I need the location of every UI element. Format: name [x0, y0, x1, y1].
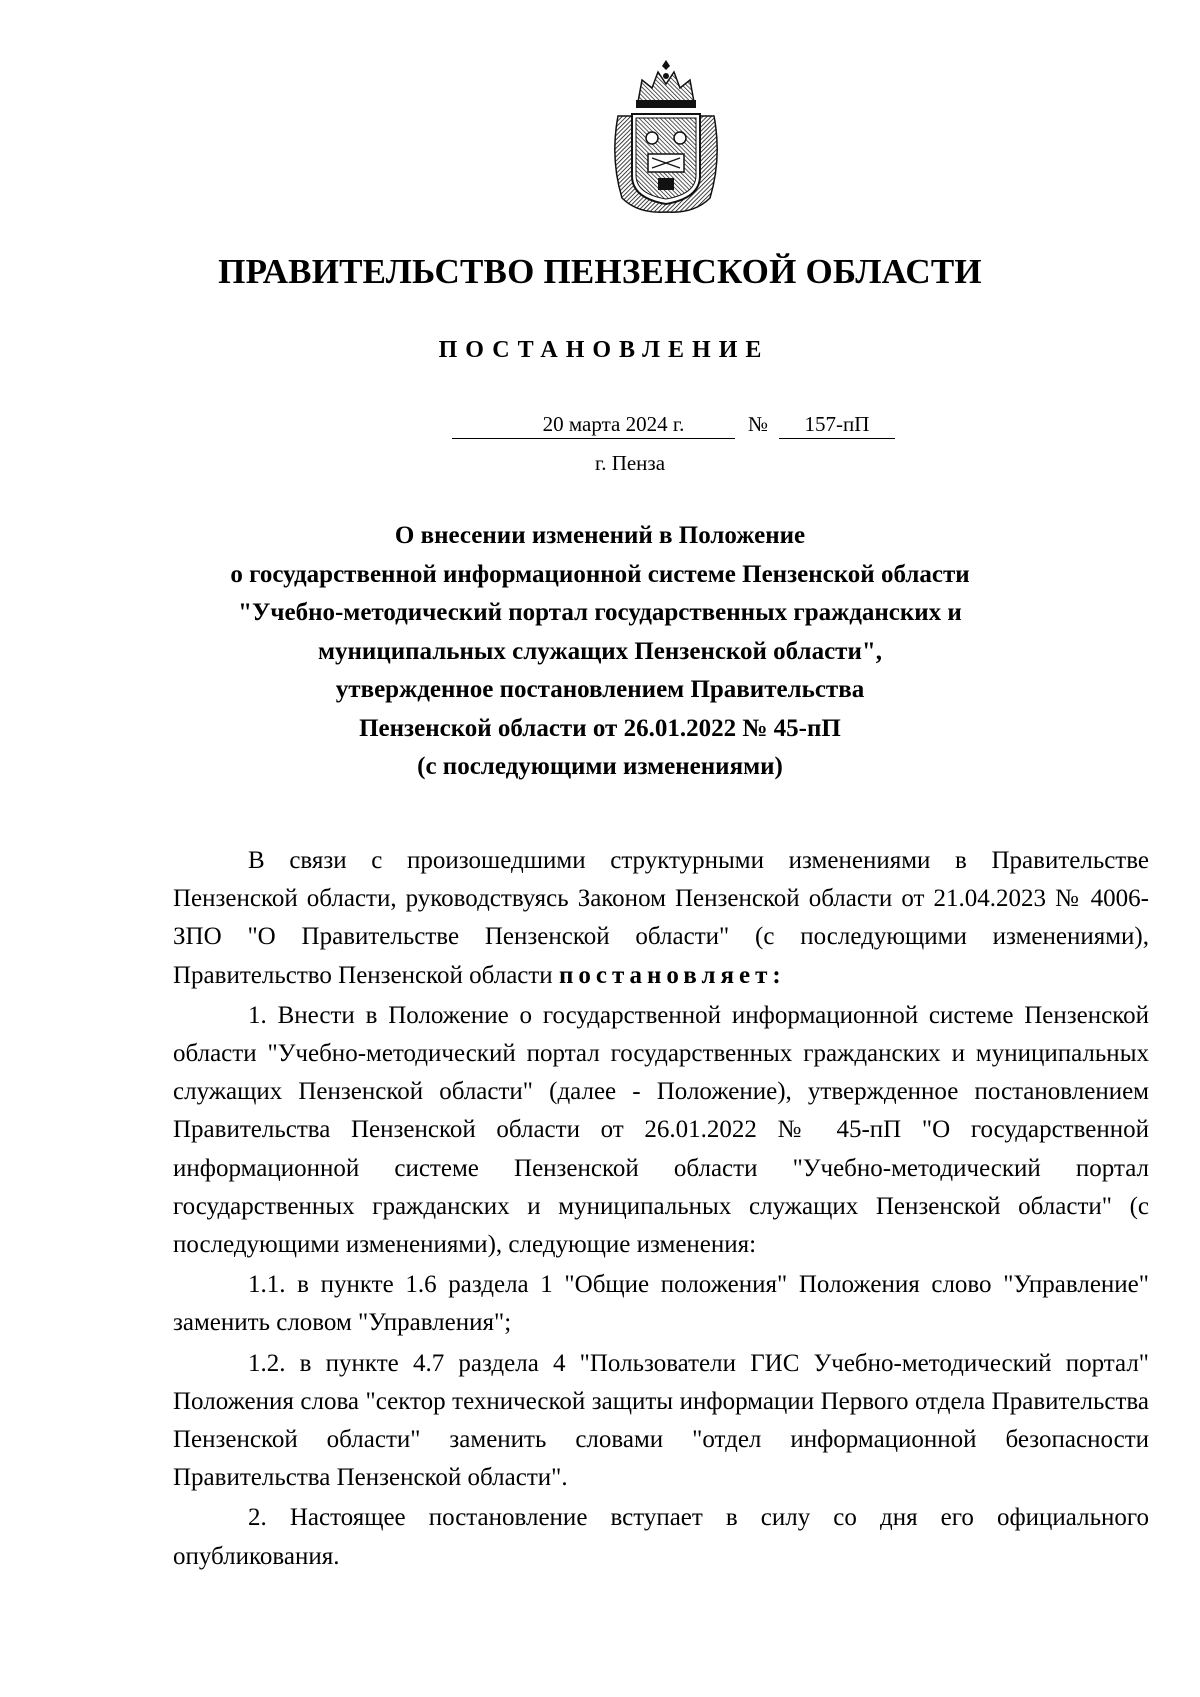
subject-line: утвержденное постановлением Правительства	[335, 676, 865, 703]
government-title: ПРАВИТЕЛЬСТВО ПЕНЗЕНСКОЙ ОБЛАСТИ	[218, 252, 982, 291]
item-1-2-paragraph: 1.2. в пункте 4.7 раздела 4 "Пользователи ГИС Учебно-методический портал" Положения слова "сектор технической защиты информации Первого отдела Правительства Пензенской области" заменить словами "отдел информационной безопасности Правительства Пензенской области".	[173, 1349, 1149, 1492]
document-body	[173, 842, 1149, 1576]
preamble-paragraph	[173, 842, 1149, 995]
document-number: 157-пП	[779, 410, 895, 439]
subject-line: "Учебно-методический портал государственных гражданских и	[238, 599, 962, 626]
subject-line: (с последующими изменениями)	[417, 753, 783, 780]
number-sign: №	[748, 412, 769, 436]
item-2-paragraph: 2. Настоящее постановление вступает в силу со дня его официального опубликования.	[173, 1504, 1149, 1570]
penza-oblast-coat-of-arms-icon	[608, 58, 724, 216]
document-type-heading: ПОСТАНОВЛЕНИЕ	[438, 337, 770, 363]
subject-line: Пензенской области от 26.01.2022 № 45-пП	[359, 714, 841, 742]
resolves-colon: :	[772, 961, 781, 989]
subject-line: муниципальных служащих Пензенской области",	[317, 637, 882, 665]
subject-line: о государственной информационной системе Пензенской области	[230, 560, 970, 588]
item-1-paragraph: 1. Внести в Положение о государственной информационной системе Пензенской области "Учебно-методический портал государственных гражданских и муниципальных служащих Пензенской области" (далее - Положение), утвержденное постановлением Правительства Пензенской области от 26.01.2022 № 45-пП "О государственной информационной системе Пензенской области "Учебно-методический портал государственных гражданских и муниципальных служащих Пензенской области" (с последующими изменениями), следующие изменения:	[173, 1001, 1149, 1259]
document-subject	[150, 517, 1050, 787]
subject-line: О внесении изменений в Положение	[394, 522, 806, 549]
city: г. Пенза	[594, 451, 666, 475]
item-1-1-paragraph: 1.1. в пункте 1.6 раздела 1 "Общие положения" Положения слово "Управление" заменить словом "Управления";	[173, 1271, 1149, 1337]
resolves-word: постановляет	[558, 961, 773, 989]
document-date: 20 марта 2024 г.	[452, 410, 735, 439]
preamble-text: В связи с произошедшими структурными изменениями в Правительстве Пензенской области, руководствуясь Законом Пензенской области от 21.04.2023 № 4006-ЗПО "О Правительстве Пензенской области" (с последующими изменениями), Правительство Пензенской области	[173, 847, 1149, 989]
